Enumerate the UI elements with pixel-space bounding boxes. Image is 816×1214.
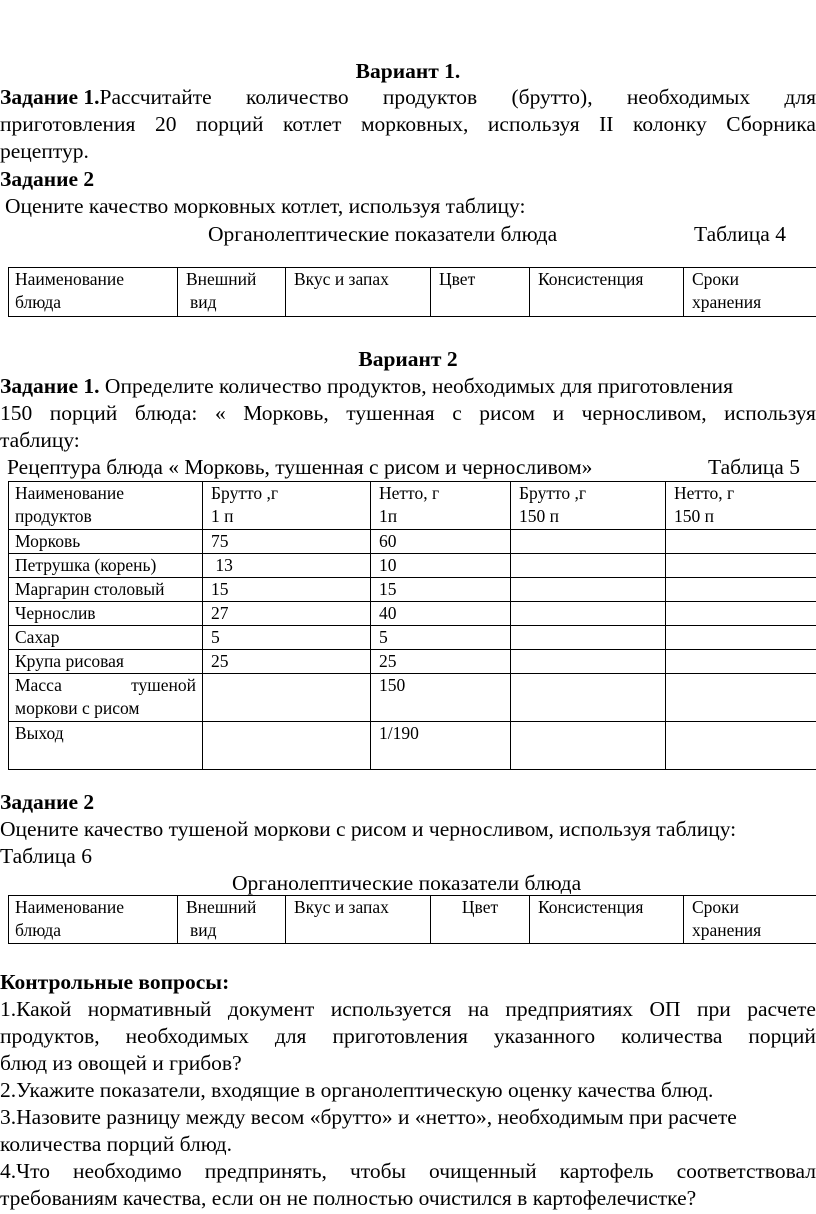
table-row [9, 626, 816, 650]
header-cell: Наименование продуктов [9, 482, 203, 530]
word: порций [49, 401, 118, 425]
word: необходимо [72, 1159, 182, 1183]
netto-value: 150 [371, 674, 511, 722]
netto-150-cell [666, 530, 816, 554]
word: порций [195, 112, 264, 136]
word: указанного [493, 1024, 596, 1048]
brutto-value: 15 [203, 578, 371, 602]
word: расчете [747, 997, 816, 1021]
variant2-task1-label: Задание 1. [0, 374, 100, 398]
variant2-task1-line3: таблицу: [0, 428, 80, 452]
word: количество [245, 85, 349, 109]
brutto-150-cell [511, 602, 666, 626]
word: необходимых [626, 85, 751, 109]
word: ОП [649, 997, 681, 1021]
word: при [697, 997, 731, 1021]
variant2-recipe-caption: Рецептура блюда « Морковь, тушенная с рисом и черносливом» [7, 455, 593, 479]
table-header-row [9, 482, 816, 530]
header-cell: Внешний вид [178, 896, 286, 944]
netto-150-cell [666, 554, 816, 578]
netto-150-cell [666, 650, 816, 674]
word: котлет [283, 112, 342, 136]
table-row [9, 722, 816, 770]
word: колонку [633, 112, 707, 136]
header-cell: Сроки хранения [684, 268, 816, 317]
table-header-row [9, 268, 816, 317]
word: 150 [0, 401, 33, 425]
table-row [9, 554, 816, 578]
header-cell: Внешний вид [178, 268, 286, 317]
table-header-row [9, 896, 816, 944]
brutto-150-cell [511, 626, 666, 650]
header-cell: Сроки хранения [684, 896, 816, 944]
netto-150-cell [666, 722, 816, 770]
word: Рассчитайте [99, 85, 212, 109]
word: рисом [479, 401, 536, 425]
netto-150-cell [666, 674, 816, 722]
word: тушенная [346, 401, 435, 425]
product-name: Петрушка (корень) [9, 554, 203, 578]
product-name: Масса тушеной моркови с рисом [9, 674, 203, 722]
netto-value: 10 [371, 554, 511, 578]
product-name: Маргарин столовый [9, 578, 203, 602]
recipe-table [8, 481, 816, 770]
word: используя [487, 112, 580, 136]
header-cell: Наименование блюда [9, 896, 178, 944]
variant1-task2-text: Оцените качество морковных котлет, используя таблицу: [5, 194, 526, 218]
brutto-150-cell [511, 674, 666, 722]
table-row [9, 602, 816, 626]
word: продуктов, [0, 1024, 100, 1048]
word: для [274, 1024, 307, 1048]
variant1-table-caption: Органолептические показатели блюда [208, 222, 558, 246]
word: черносливом, [581, 401, 707, 425]
netto-value: 15 [371, 578, 511, 602]
header-cell: Вкус и запах [286, 268, 431, 317]
question-1-line1 [0, 996, 816, 1022]
word: на [467, 997, 489, 1021]
header-cell: Консистенция [530, 268, 684, 317]
word: Морковь, [243, 401, 329, 425]
variant1-title: Вариант 1. [355, 59, 461, 83]
question-2: 2.Укажите показатели, входящие в органолептическую оценку качества блюд. [0, 1078, 714, 1102]
word: (брутто), [511, 85, 593, 109]
brutto-value: 27 [203, 602, 371, 626]
brutto-value: 13 [203, 554, 371, 578]
word: предприятиях [505, 997, 634, 1021]
variant1-organoleptic-table [8, 267, 816, 317]
brutto-value [203, 722, 371, 770]
header-cell: Нетто, г 150 п [666, 482, 816, 530]
variant2-task2-label: Задание 2 [0, 790, 95, 814]
table-row [9, 650, 816, 674]
word: 1.Какой [0, 997, 72, 1021]
table-row [9, 578, 816, 602]
word: картофель [559, 1159, 654, 1183]
netto-value: 5 [371, 626, 511, 650]
header-cell: Нетто, г 1п [371, 482, 511, 530]
product-name: Чернослив [9, 602, 203, 626]
header-cell: Брутто ,г 150 п [511, 482, 666, 530]
word: 20 [154, 112, 177, 136]
variant2-table-caption: Органолептические показатели блюда [232, 871, 582, 895]
question-1-line2 [0, 1023, 816, 1049]
product-name: Выход [9, 722, 203, 770]
netto-value: 60 [371, 530, 511, 554]
header-cell: Наименование блюда [9, 268, 178, 317]
brutto-value: 75 [203, 530, 371, 554]
brutto-value [203, 674, 371, 722]
variant1-task1-label: Задание 1. [0, 85, 100, 109]
header-cell: Консистенция [530, 896, 684, 944]
question-4-line2: требованиям качества, если он не полностью очистился в картофелечистке? [0, 1186, 697, 1210]
variant2-table-number: Таблица 5 [708, 455, 800, 479]
word: приготовления [332, 1024, 468, 1048]
product-name: Морковь [9, 530, 203, 554]
question-4-line1 [0, 1158, 816, 1184]
netto-150-cell [666, 626, 816, 650]
header-cell: Брутто ,г 1 п [203, 482, 371, 530]
word: приготовления [0, 112, 136, 136]
word: документ [227, 997, 315, 1021]
brutto-150-cell [511, 578, 666, 602]
brutto-150-cell [511, 554, 666, 578]
product-name: Крупа рисовая [9, 650, 203, 674]
netto-value: 1/190 [371, 722, 511, 770]
word: используется [330, 997, 452, 1021]
word: соответствовал [676, 1159, 816, 1183]
question-3-line2: количества порций блюд. [0, 1132, 232, 1156]
header-cell: Цвет [431, 268, 530, 317]
product-name: Сахар [9, 626, 203, 650]
netto-150-cell [666, 602, 816, 626]
questions-title: Контрольные вопросы: [0, 970, 230, 994]
variant2-task2-line2: Таблица 6 [0, 844, 92, 868]
word: очищенный [429, 1159, 537, 1183]
variant2-task1-line1: Задание 1. Определите количество продуктов, необходимых для приготовления [0, 374, 733, 398]
table-row [9, 674, 816, 722]
word: II [599, 112, 614, 136]
word: нормативный [87, 997, 212, 1021]
brutto-value: 25 [203, 650, 371, 674]
word: количества [621, 1024, 723, 1048]
word: 4.Что [0, 1159, 50, 1183]
word: продуктов [382, 85, 478, 109]
brutto-value: 5 [203, 626, 371, 650]
variant1-task2-label: Задание 2 [0, 167, 95, 191]
word: необходимых [125, 1024, 249, 1048]
variant2-task1-line2 [0, 400, 816, 426]
variant1-task1-line2 [0, 111, 816, 137]
brutto-150-cell [511, 722, 666, 770]
table-row [9, 530, 816, 554]
header-cell: Вкус и запах [286, 896, 431, 944]
netto-value: 25 [371, 650, 511, 674]
word: для [784, 85, 816, 109]
variant1-table-number: Таблица 4 [694, 222, 786, 246]
question-3-line1: 3.Назовите разницу между весом «брутто» и «нетто», необходимым при расчете [0, 1105, 737, 1129]
word: порций [748, 1024, 816, 1048]
variant1-task1-line3: рецептур. [0, 139, 89, 163]
brutto-150-cell [511, 530, 666, 554]
variant2-organoleptic-table [8, 895, 816, 944]
word: морковных, [360, 112, 469, 136]
variant2-task2-line1: Оцените качество тушеной моркови с рисом и черносливом, используя таблицу: [0, 817, 737, 841]
word: Сборника [726, 112, 816, 136]
word: используя [724, 401, 816, 425]
netto-150-cell [666, 578, 816, 602]
brutto-150-cell [511, 650, 666, 674]
word: предпринять, [204, 1159, 327, 1183]
word: « [214, 401, 226, 425]
variant1-task1-line1 [0, 84, 816, 110]
word: блюда: [134, 401, 198, 425]
netto-value: 40 [371, 602, 511, 626]
word: с [452, 401, 462, 425]
question-1-line3: блюд из овощей и грибов? [0, 1051, 242, 1075]
header-cell: Цвет [431, 896, 530, 944]
word: и [552, 401, 565, 425]
variant2-title: Вариант 2 [358, 347, 458, 371]
word: чтобы [349, 1159, 406, 1183]
